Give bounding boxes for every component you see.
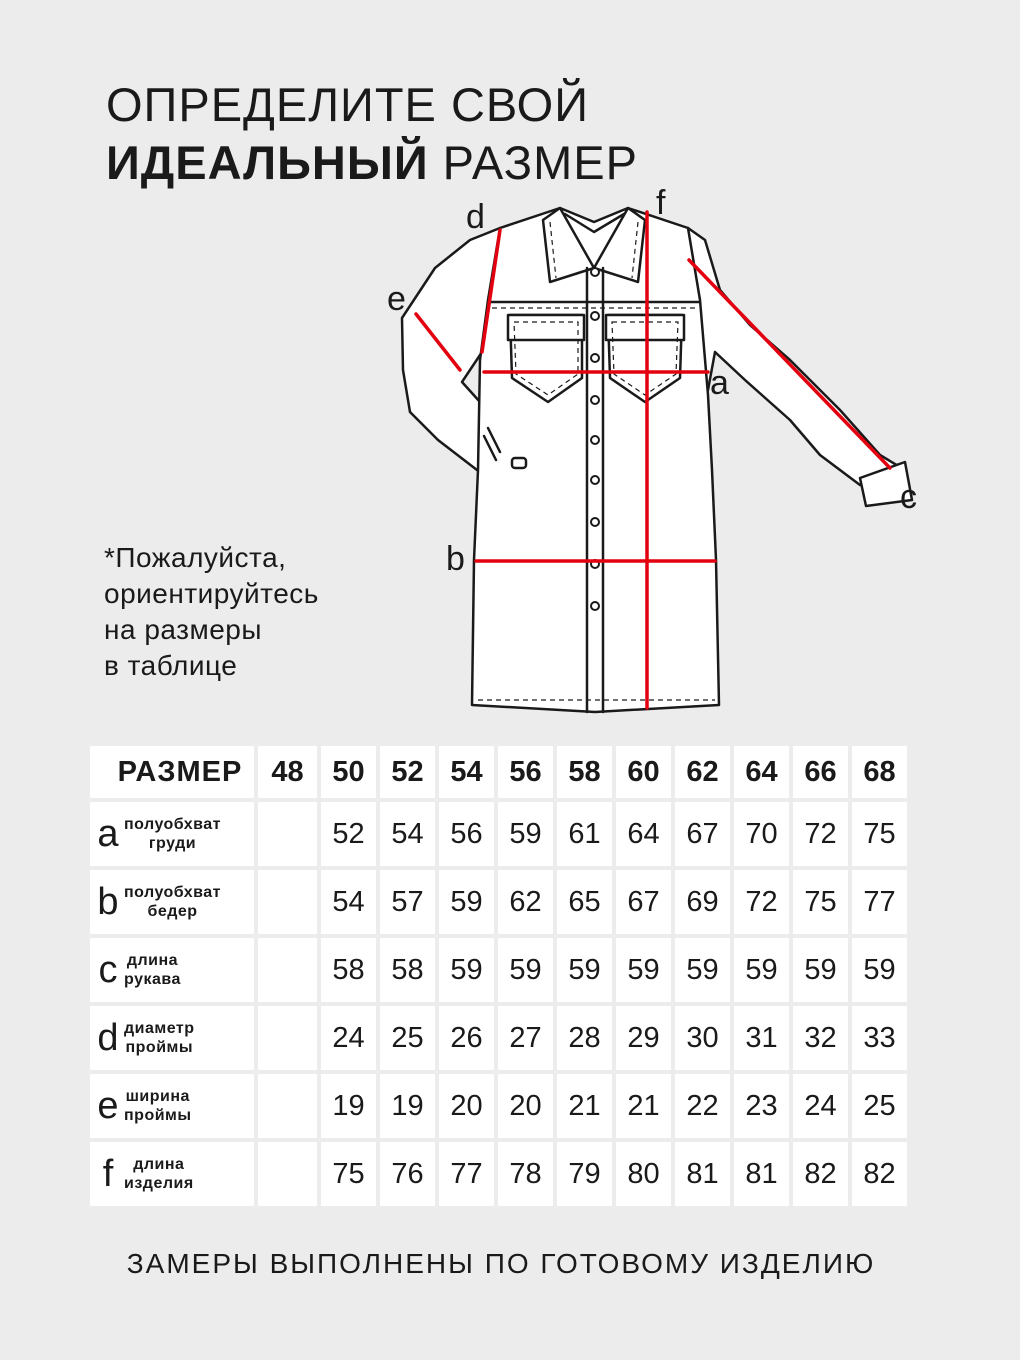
row-label-wrap (90, 815, 254, 853)
table-cell: 75 (852, 802, 907, 866)
label-e: e (387, 280, 406, 318)
table-cell: 24 (321, 1006, 376, 1070)
table-cell: 59 (616, 938, 671, 1002)
table-cell: 59 (557, 938, 612, 1002)
size-header-cell: 48 (258, 746, 317, 798)
table-cell (258, 1142, 317, 1206)
table-row (90, 1006, 907, 1070)
row-description (124, 1087, 192, 1125)
table-cell: 78 (498, 1142, 553, 1206)
table-cell: 22 (675, 1074, 730, 1138)
label-d: d (466, 198, 485, 236)
table-cell: 33 (852, 1006, 907, 1070)
table-row (90, 1142, 907, 1206)
row-description-line-2: проймы (125, 1039, 194, 1056)
size-header-cell: 66 (793, 746, 848, 798)
table-cell: 59 (498, 938, 553, 1002)
note-line-4: в таблице (104, 650, 238, 681)
table-cell (258, 1074, 317, 1138)
table-cell: 62 (498, 870, 553, 934)
title-rest: РАЗМЕР (428, 136, 638, 189)
table-cell: 81 (675, 1142, 730, 1206)
table-cell (258, 938, 317, 1002)
table-cell: 57 (380, 870, 435, 934)
size-header-cell: 64 (734, 746, 789, 798)
row-description-line-1: длина (126, 952, 179, 969)
row-description (124, 1155, 194, 1193)
table-cell: 31 (734, 1006, 789, 1070)
note-line-2: ориентируйтесь (104, 578, 319, 609)
title-line-1: ОПРЕДЕЛИТЕ СВОЙ (106, 78, 590, 131)
note-line-3: на размеры (104, 614, 263, 645)
table-cell: 20 (439, 1074, 494, 1138)
row-description-line-2: груди (148, 835, 197, 852)
table-cell: 72 (793, 802, 848, 866)
title-bold-word: ИДЕАЛЬНЫЙ (106, 136, 429, 189)
footer-note: ЗАМЕРЫ ВЫПОЛНЕНЫ ПО ГОТОВОМУ ИЗДЕЛИЮ (126, 1248, 876, 1279)
row-description-line-2: проймы (124, 1107, 192, 1124)
table-cell: 19 (380, 1074, 435, 1138)
table-row (90, 1074, 907, 1138)
table-cell: 59 (793, 938, 848, 1002)
row-label (90, 938, 254, 1002)
row-description (124, 1019, 195, 1057)
label-c: c (900, 478, 917, 516)
table-cell: 76 (380, 1142, 435, 1206)
row-label-wrap (90, 1087, 254, 1125)
size-header-label: РАЗМЕР (90, 746, 254, 798)
row-label-wrap (90, 1019, 254, 1057)
table-cell: 82 (852, 1142, 907, 1206)
table-cell: 59 (734, 938, 789, 1002)
label-a: a (710, 364, 729, 402)
row-description (124, 883, 221, 921)
table-cell: 67 (675, 802, 730, 866)
size-header-cell: 54 (439, 746, 494, 798)
table-cell: 20 (498, 1074, 553, 1138)
table-cell: 67 (616, 870, 671, 934)
row-description (124, 951, 181, 989)
size-header-cell: 62 (675, 746, 730, 798)
table-cell: 28 (557, 1006, 612, 1070)
size-header-cell: 58 (557, 746, 612, 798)
table-cell: 70 (734, 802, 789, 866)
row-label (90, 1074, 254, 1138)
table-cell: 80 (616, 1142, 671, 1206)
row-description-line-1: полуобхват (124, 816, 222, 833)
table-row (90, 938, 907, 1002)
row-description-line-2: рукава (124, 971, 181, 988)
table-cell: 82 (793, 1142, 848, 1206)
size-header-cell: 56 (498, 746, 553, 798)
label-b: b (446, 540, 465, 578)
table-cell: 27 (498, 1006, 553, 1070)
row-letter: b (97, 881, 119, 923)
table-cell: 81 (734, 1142, 789, 1206)
size-header-cell: 52 (380, 746, 435, 798)
label-f: f (656, 184, 666, 222)
size-header-cell: 60 (616, 746, 671, 798)
size-header-cell: 68 (852, 746, 907, 798)
size-header-cell: 50 (321, 746, 376, 798)
table-cell: 56 (439, 802, 494, 866)
row-letter: e (97, 1085, 119, 1127)
table-cell: 61 (557, 802, 612, 866)
row-letter: f (102, 1153, 114, 1195)
table-cell: 59 (439, 938, 494, 1002)
table-cell: 52 (321, 802, 376, 866)
table-cell: 77 (439, 1142, 494, 1206)
table-cell: 26 (439, 1006, 494, 1070)
table-cell: 72 (734, 870, 789, 934)
row-description-line-2: изделия (124, 1175, 194, 1192)
row-letter: d (97, 1017, 119, 1059)
table-cell: 21 (557, 1074, 612, 1138)
table-cell: 58 (380, 938, 435, 1002)
row-description-line-2: бедер (147, 903, 198, 920)
table-cell: 30 (675, 1006, 730, 1070)
row-description (124, 815, 221, 853)
row-letter: a (97, 813, 119, 855)
table-cell: 19 (321, 1074, 376, 1138)
table-row (90, 802, 907, 866)
row-label (90, 802, 254, 866)
row-label (90, 870, 254, 934)
table-cell: 75 (793, 870, 848, 934)
row-letter: c (98, 949, 118, 991)
table-row (90, 870, 907, 934)
table-cell: 21 (616, 1074, 671, 1138)
table-cell: 24 (793, 1074, 848, 1138)
table-cell: 23 (734, 1074, 789, 1138)
table-cell: 32 (793, 1006, 848, 1070)
size-header-row (90, 746, 907, 798)
row-label (90, 1006, 254, 1070)
table-cell (258, 870, 317, 934)
table-cell: 59 (498, 802, 553, 866)
table-cell: 58 (321, 938, 376, 1002)
size-table (86, 742, 911, 1210)
table-cell: 64 (616, 802, 671, 866)
table-cell: 25 (380, 1006, 435, 1070)
row-description-line-1: диаметр (124, 1020, 195, 1037)
table-cell: 59 (439, 870, 494, 934)
table-cell: 65 (557, 870, 612, 934)
row-label-wrap (90, 883, 254, 921)
table-cell: 69 (675, 870, 730, 934)
row-label-wrap (90, 951, 254, 989)
table-cell: 59 (852, 938, 907, 1002)
table-cell: 54 (321, 870, 376, 934)
row-label (90, 1142, 254, 1206)
table-cell: 29 (616, 1006, 671, 1070)
row-description-line-1: полуобхват (124, 884, 222, 901)
table-cell: 75 (321, 1142, 376, 1206)
table-cell: 59 (675, 938, 730, 1002)
row-label-wrap (90, 1155, 254, 1193)
row-description-line-1: ширина (125, 1088, 190, 1105)
table-cell: 25 (852, 1074, 907, 1138)
row-description-line-1: длина (133, 1156, 185, 1173)
table-cell: 54 (380, 802, 435, 866)
garment-outline (402, 208, 912, 712)
note-line-1: *Пожалуйста, (104, 542, 287, 573)
table-cell (258, 1006, 317, 1070)
table-cell (258, 802, 317, 866)
table-cell: 77 (852, 870, 907, 934)
table-cell: 79 (557, 1142, 612, 1206)
